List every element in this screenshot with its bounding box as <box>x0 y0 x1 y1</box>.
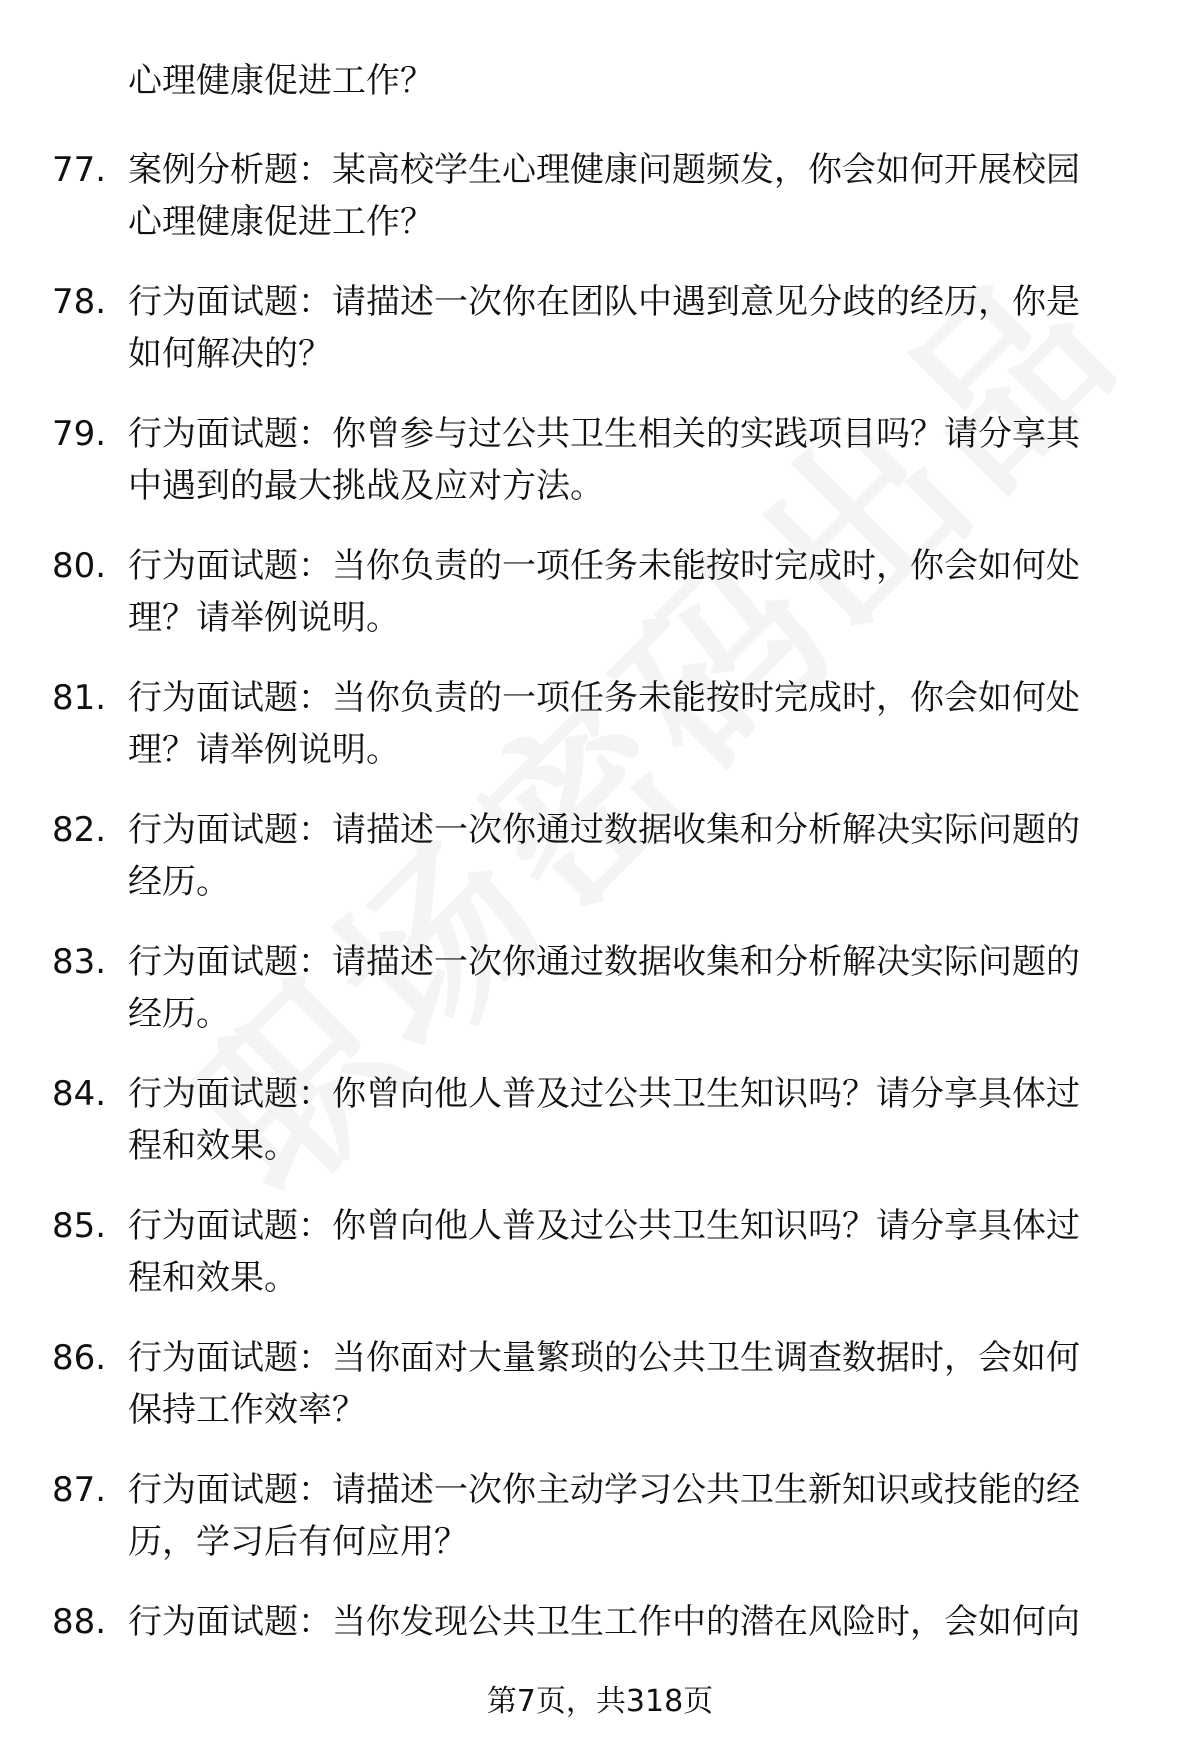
question-item <box>0 936 1200 1068</box>
question-number: 83. <box>52 942 107 982</box>
question-number: 80. <box>52 546 107 586</box>
question-text-line: 行为面试题：当你负责的一项任务未能按时完成时，你会如何处 <box>128 678 1080 718</box>
question-item <box>0 144 1200 276</box>
question-text <box>128 672 1146 776</box>
question-text-line: 如何解决的？ <box>128 334 332 374</box>
question-number: 81. <box>52 678 107 718</box>
question-text <box>128 408 1146 512</box>
question-item <box>0 1464 1200 1596</box>
question-number: 88. <box>52 1602 107 1642</box>
question-number: 85. <box>52 1206 107 1246</box>
question-text-line: 行为面试题：请描述一次你通过数据收集和分析解决实际问题的 <box>128 942 1080 982</box>
question-text-line: 心理健康促进工作？ <box>128 202 434 242</box>
question-list <box>0 144 1200 1728</box>
question-text-line: 行为面试题：你曾向他人普及过公共卫生知识吗？请分享具体过 <box>128 1074 1080 1114</box>
question-item <box>0 276 1200 408</box>
question-text-line: 程和效果。 <box>128 1126 298 1166</box>
question-text-line: 行为面试题：请描述一次你在团队中遇到意见分歧的经历，你是 <box>128 282 1080 322</box>
question-text-line: 案例分析题：某高校学生心理健康问题频发，你会如何开展校园 <box>128 150 1080 190</box>
question-number: 77. <box>52 150 107 190</box>
question-text <box>128 1596 1146 1648</box>
question-text <box>128 1332 1146 1436</box>
question-text-line: 历，学习后有何应用？ <box>128 1522 468 1562</box>
question-number: 79. <box>52 414 107 454</box>
question-number: 82. <box>52 810 107 850</box>
question-text <box>128 1464 1146 1568</box>
question-text-line: 程和效果。 <box>128 1258 298 1298</box>
question-text <box>128 804 1146 908</box>
question-text <box>128 1200 1146 1304</box>
question-item <box>0 804 1200 936</box>
question-text-line: 中遇到的最大挑战及应对方法。 <box>128 466 604 506</box>
question-text-line: 经历。 <box>128 994 230 1034</box>
question-text-line: 行为面试题：请描述一次你主动学习公共卫生新知识或技能的经 <box>128 1470 1080 1510</box>
question-item <box>0 408 1200 540</box>
continued-line: 心理健康促进工作？ <box>128 61 434 101</box>
question-number: 84. <box>52 1074 107 1114</box>
question-text-line: 行为面试题：请描述一次你通过数据收集和分析解决实际问题的 <box>128 810 1080 850</box>
question-item <box>0 540 1200 672</box>
question-text-line: 行为面试题：当你负责的一项任务未能按时完成时，你会如何处 <box>128 546 1080 586</box>
question-text-line: 行为面试题：你曾参与过公共卫生相关的实践项目吗？请分享其 <box>128 414 1080 454</box>
question-text <box>128 276 1146 380</box>
question-text-line: 理？请举例说明。 <box>128 598 400 638</box>
question-text-line: 行为面试题：当你面对大量繁琐的公共卫生调查数据时，会如何 <box>128 1338 1080 1378</box>
question-text <box>128 144 1146 248</box>
question-text-line: 经历。 <box>128 862 230 902</box>
question-item <box>0 672 1200 804</box>
question-text-line: 保持工作效率？ <box>128 1390 366 1430</box>
question-text-line: 理？请举例说明。 <box>128 730 400 770</box>
question-item <box>0 1332 1200 1464</box>
page-footer: 第7页，共318页 <box>486 1684 714 1719</box>
question-number: 78. <box>52 282 107 322</box>
question-item <box>0 1068 1200 1200</box>
question-text <box>128 540 1146 644</box>
question-text-line: 行为面试题：当你发现公共卫生工作中的潜在风险时，会如何向 <box>128 1602 1080 1642</box>
question-number: 87. <box>52 1470 107 1510</box>
question-text <box>128 936 1146 1040</box>
question-text <box>128 1068 1146 1172</box>
question-item <box>0 1200 1200 1332</box>
question-text-line: 行为面试题：你曾向他人普及过公共卫生知识吗？请分享具体过 <box>128 1206 1080 1246</box>
question-number: 86. <box>52 1338 107 1378</box>
